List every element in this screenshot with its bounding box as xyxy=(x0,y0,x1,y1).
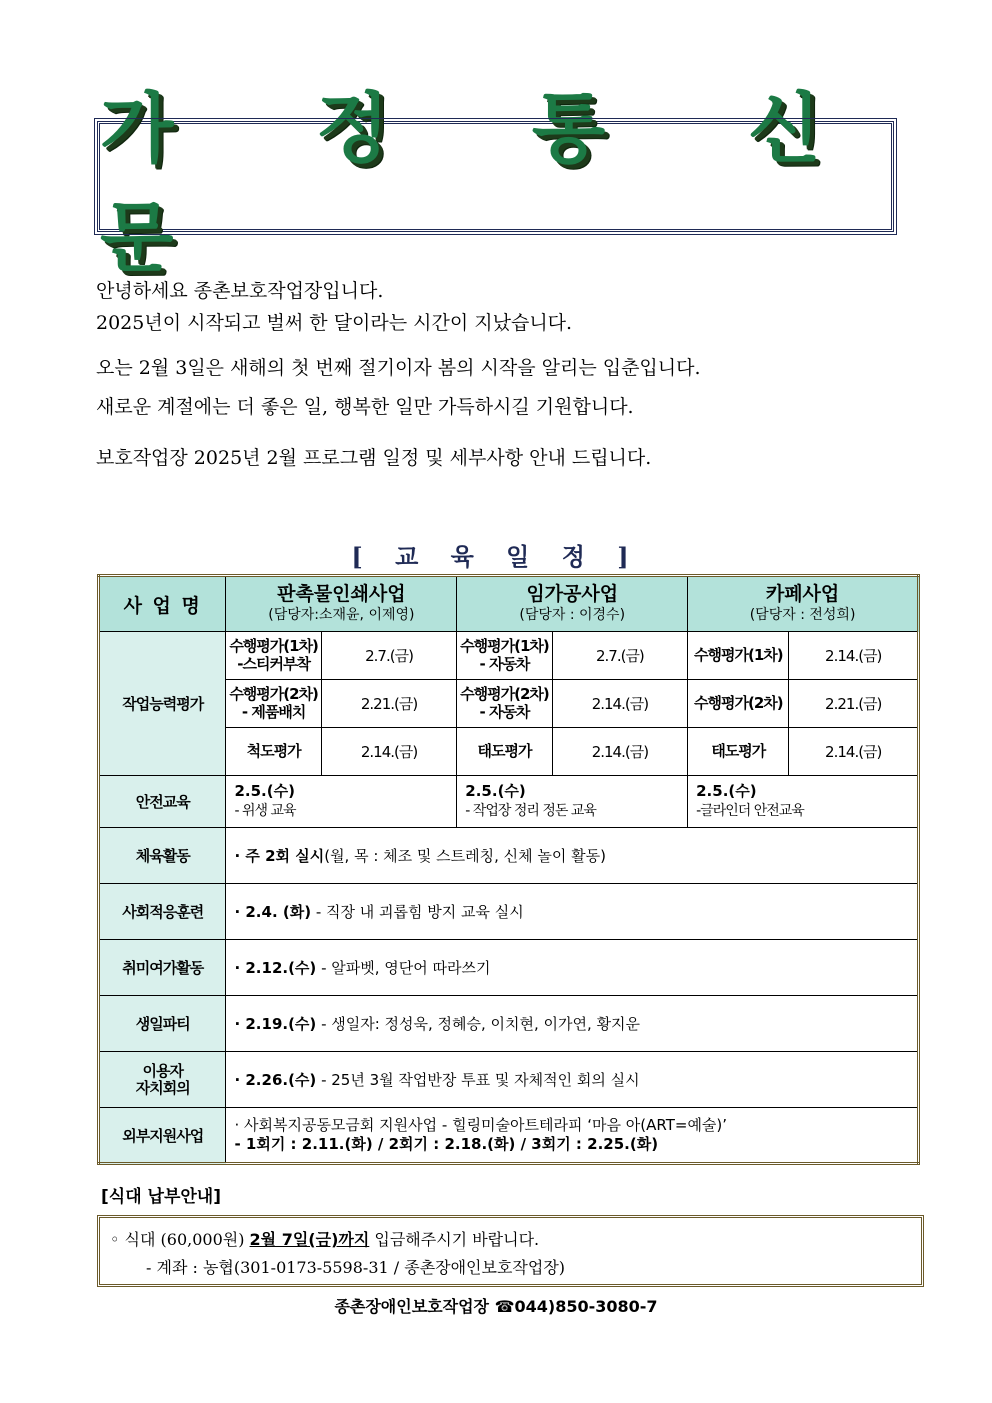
row-detail: - 직장 내 괴롭힘 방지 교육 실시 xyxy=(311,903,524,921)
eval-item: 수행평가(2차) xyxy=(688,680,789,728)
support-content xyxy=(226,1108,919,1164)
business-name: 임가공사업 xyxy=(526,582,619,605)
support-sessions: - 1회기 : 2.11.(화) / 2회기 : 2.18.(화) / 3회기 : 2.25.(화) xyxy=(234,1135,659,1153)
eval-date: 2.14.(금) xyxy=(789,728,919,776)
eval-item: 척도평가 xyxy=(226,728,321,776)
safety-cell xyxy=(226,776,457,828)
eval-date: 2.21.(금) xyxy=(321,680,457,728)
row-label: 사회적응훈련 xyxy=(99,884,226,940)
meal-post: 입금해주시기 바랍니다. xyxy=(369,1230,540,1249)
safety-cell xyxy=(457,776,688,828)
business-manager: (담당자:소재윤, 이제영) xyxy=(268,607,415,624)
schedule-table xyxy=(97,574,920,1165)
safety-desc: -글라인더 안전교육 xyxy=(696,803,804,820)
meal-line xyxy=(110,1226,911,1254)
eval-item-line: 수행평가(2차) xyxy=(460,685,549,704)
eval-item-line: 수행평가(1차) xyxy=(460,637,549,656)
row-highlight: · 2.4. (화) xyxy=(234,903,312,921)
row-content xyxy=(226,828,919,884)
support-line: · 사회복지공동모금회 지원사업 - 힐링미술아트테라피 ‘마음 아(ART=예술)’ xyxy=(234,1116,728,1135)
corner-header: 사 업 명 xyxy=(99,576,226,632)
eval-item-line: - 자동차 xyxy=(479,702,530,721)
eval-item xyxy=(457,680,552,728)
safety-date: 2.5.(수) xyxy=(234,781,295,800)
meal-deadline: 2월 7일(금)까지 xyxy=(249,1230,370,1249)
eval-item-line: 수행평가(2차) xyxy=(229,685,318,704)
business-header xyxy=(457,576,688,632)
row-detail: (월, 목 : 체조 및 스트레칭, 신체 놀이 활동) xyxy=(324,847,607,865)
eval-date: 2.14.(금) xyxy=(789,632,919,680)
business-manager: (담당자 : 전성희) xyxy=(749,607,856,624)
eval-date: 2.14.(금) xyxy=(321,728,457,776)
safety-date: 2.5.(수) xyxy=(465,781,526,800)
eval-item xyxy=(457,632,552,680)
eval-date: 2.14.(금) xyxy=(552,680,687,728)
eval-date: 2.7.(금) xyxy=(552,632,687,680)
row-label: 취미여가활동 xyxy=(99,940,226,996)
title-box xyxy=(97,83,894,282)
row-content xyxy=(226,996,919,1052)
row-highlight: · 2.26.(수) xyxy=(234,1071,317,1089)
row-label: 생일파티 xyxy=(99,996,226,1052)
page-title: 가 정 통 신 문 xyxy=(100,83,880,282)
intro-line: 2025년이 시작되고 벌써 한 달이라는 시간이 지났습니다. xyxy=(96,312,573,334)
safety-date: 2.5.(수) xyxy=(696,781,757,800)
row-label-line: 이용자 xyxy=(142,1062,183,1080)
business-header xyxy=(226,576,457,632)
meal-box xyxy=(97,1215,924,1287)
meal-title: [식대 납부안내] xyxy=(101,1187,221,1207)
row-content xyxy=(226,884,919,940)
safety-label: 안전교육 xyxy=(99,776,226,828)
footer-contact: 종촌장애인보호작업장 ☎044)850-3080-7 xyxy=(334,1297,658,1316)
intro-line: 새로운 계절에는 더 좋은 일, 행복한 일만 가득하시길 기원합니다. xyxy=(96,396,634,418)
business-header xyxy=(688,576,919,632)
eval-item xyxy=(226,680,321,728)
row-label xyxy=(99,1052,226,1108)
meal-account: - 계좌 : 농협(301-0173-5598-31 / 종촌장애인보호작업장) xyxy=(146,1258,566,1277)
section-title: [ 교 육 일 정 ] xyxy=(351,542,641,571)
row-highlight: · 2.12.(수) xyxy=(234,959,317,977)
support-label: 외부지원사업 xyxy=(99,1108,226,1164)
intro-line: 오는 2월 3일은 새해의 첫 번째 절기이자 봄의 시작을 알리는 입춘입니다. xyxy=(96,357,701,379)
eval-date: 2.21.(금) xyxy=(789,680,919,728)
row-content xyxy=(226,1052,919,1108)
row-detail: - 25년 3월 작업반장 투표 및 자체적인 회의 실시 xyxy=(316,1071,640,1089)
intro-line: 안녕하세요 종촌보호작업장입니다. xyxy=(96,280,384,302)
row-detail: - 생일자: 정성욱, 정혜승, 이치현, 이가연, 황지운 xyxy=(316,1015,641,1033)
meal-pre: ◦ 식대 (60,000원) xyxy=(110,1230,250,1249)
eval-item-line: -스티커부착 xyxy=(237,654,310,673)
business-manager: (담당자 : 이경수) xyxy=(519,607,626,624)
row-label: 체육활동 xyxy=(99,828,226,884)
eval-item-line: 수행평가(1차) xyxy=(229,637,318,656)
row-highlight: · 2.19.(수) xyxy=(234,1015,317,1033)
row-label-line: 자치회의 xyxy=(135,1078,190,1097)
safety-desc: - 작업장 정리 정돈 교육 xyxy=(465,803,596,820)
safety-desc: - 위생 교육 xyxy=(234,803,296,820)
eval-date: 2.14.(금) xyxy=(552,728,687,776)
eval-item-line: - 자동차 xyxy=(479,654,530,673)
eval-label: 작업능력평가 xyxy=(99,632,226,776)
business-name: 카페사업 xyxy=(765,582,840,605)
eval-item: 수행평가(1차) xyxy=(688,632,789,680)
row-detail: - 알파벳, 영단어 따라쓰기 xyxy=(316,959,491,977)
eval-item: 태도평가 xyxy=(457,728,552,776)
eval-item: 태도평가 xyxy=(688,728,789,776)
eval-item-line: - 제품배치 xyxy=(241,702,306,721)
business-name: 판촉물인쇄사업 xyxy=(277,582,406,605)
row-highlight: · 주 2회 실시 xyxy=(234,847,325,865)
intro-line: 보호작업장 2025년 2월 프로그램 일정 및 세부사항 안내 드립니다. xyxy=(96,447,652,469)
safety-cell xyxy=(688,776,919,828)
eval-item xyxy=(226,632,321,680)
row-content xyxy=(226,940,919,996)
eval-date: 2.7.(금) xyxy=(321,632,457,680)
